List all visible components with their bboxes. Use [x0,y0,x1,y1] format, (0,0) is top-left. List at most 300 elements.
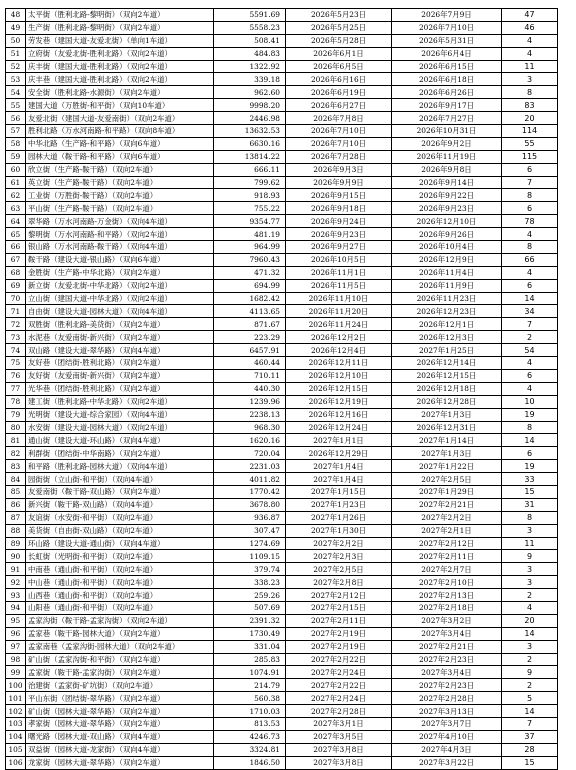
area-cell: 508.41 [214,34,286,47]
row-number-cell: 102 [6,705,26,718]
area-cell: 2231.03 [214,460,286,473]
area-cell: 1239.96 [214,395,286,408]
end-date-cell: 2026年6月26日 [392,86,502,99]
road-section-cell: 治建街（孟家街-矿坑街）（双向2车道） [26,679,214,692]
start-date-cell: 2027年1月4日 [286,473,392,486]
end-date-cell: 2026年7月9日 [392,9,502,22]
road-section-cell: 和平路（胜利北路-园林大道）（双向4车道） [26,460,214,473]
duration-days-cell: 4 [502,34,558,47]
table-row [6,150,558,163]
area-cell: 694.99 [214,279,286,292]
start-date-cell: 2026年12月10日 [286,369,392,382]
road-section-cell: 鞍干路（建设大道-银山路）（双向6车道） [26,253,214,266]
table-row [6,666,558,679]
area-cell: 223.29 [214,331,286,344]
start-date-cell: 2027年1月30日 [286,524,392,537]
start-date-cell: 2027年2月15日 [286,601,392,614]
road-section-cell: 中山巷（通山街-和平街）（双向2车道） [26,576,214,589]
end-date-cell: 2026年11月4日 [392,266,502,279]
duration-days-cell: 3 [502,640,558,653]
table-row [6,266,558,279]
area-cell: 1682.42 [214,292,286,305]
area-cell: 1846.50 [214,756,286,769]
start-date-cell: 2026年5月28日 [286,34,392,47]
road-section-cell: 友爱南街（鞍干路-双山路）（双向2车道） [26,485,214,498]
road-section-cell: 矿山街（园林大道-翠华路）（双向2车道） [26,705,214,718]
table-row [6,576,558,589]
duration-days-cell: 4 [502,601,558,614]
row-number-cell: 61 [6,176,26,189]
start-date-cell: 2027年2月3日 [286,550,392,563]
row-number-cell: 84 [6,473,26,486]
row-number-cell: 99 [6,666,26,679]
road-section-cell: 翠华路（万水河南路-万金街）（双向4车道） [26,215,214,228]
row-number-cell: 97 [6,640,26,653]
end-date-cell: 2026年12月28日 [392,395,502,408]
road-section-cell: 双山路（建设大道-翠华路）（双向4车道） [26,344,214,357]
table-row [6,537,558,550]
start-date-cell: 2027年1月23日 [286,498,392,511]
table-row [6,705,558,718]
road-section-cell: 友好街（友爱南街-新兴街）（双向2车道） [26,369,214,382]
road-section-cell: 中南巷（通山街-和平街）（双向2车道） [26,563,214,576]
end-date-cell: 2027年1月22日 [392,460,502,473]
start-date-cell: 2027年2月24日 [286,666,392,679]
road-section-cell: 银山路（万水河南路-鞍干路）（双向4车道） [26,241,214,254]
area-cell: 484.83 [214,47,286,60]
end-date-cell: 2026年10月31日 [392,125,502,138]
row-number-cell: 67 [6,253,26,266]
duration-days-cell: 2 [502,589,558,602]
duration-days-cell: 46 [502,21,558,34]
start-date-cell: 2026年5月23日 [286,9,392,22]
end-date-cell: 2026年12月14日 [392,357,502,370]
start-date-cell: 2026年10月5日 [286,253,392,266]
road-section-cell: 龙家街（园林大道-翠华路）（双向2车道） [26,756,214,769]
area-cell: 560.38 [214,692,286,705]
duration-days-cell: 11 [502,60,558,73]
table-row [6,421,558,434]
row-number-cell: 86 [6,498,26,511]
duration-days-cell: 3 [502,576,558,589]
table-row [6,137,558,150]
duration-days-cell: 28 [502,743,558,756]
area-cell: 1322.92 [214,60,286,73]
road-section-cell: 友好巷（团结街-胜利北路）（双向2车道） [26,357,214,370]
start-date-cell: 2026年11月24日 [286,318,392,331]
duration-days-cell: 2 [502,653,558,666]
table-row [6,627,558,640]
end-date-cell: 2027年2月1日 [392,524,502,537]
table-row [6,601,558,614]
area-cell: 871.67 [214,318,286,331]
end-date-cell: 2026年12月23日 [392,305,502,318]
row-number-cell: 53 [6,73,26,86]
duration-days-cell: 4 [502,382,558,395]
row-number-cell: 70 [6,292,26,305]
table-row [6,34,558,47]
start-date-cell: 2026年6月27日 [286,99,392,112]
road-section-cell: 劳发巷（建国大道-友爱北街）（单向1车道） [26,34,214,47]
area-cell: 2391.32 [214,614,286,627]
row-number-cell: 74 [6,344,26,357]
area-cell: 4113.65 [214,305,286,318]
table-row [6,524,558,537]
end-date-cell: 2026年11月23日 [392,292,502,305]
row-number-cell: 98 [6,653,26,666]
duration-days-cell: 6 [502,369,558,382]
table-row [6,589,558,602]
table-row [6,125,558,138]
duration-days-cell: 55 [502,137,558,150]
road-section-cell: 胜利北路（万水河南路-和平路）（双向8车道） [26,125,214,138]
row-number-cell: 58 [6,137,26,150]
road-section-cell: 孟家南巷（孟家沟街-园林大道）（双向2车道） [26,640,214,653]
row-number-cell: 93 [6,589,26,602]
area-cell: 471.32 [214,266,286,279]
duration-days-cell: 6 [502,202,558,215]
schedule-table [5,8,558,770]
row-number-cell: 96 [6,627,26,640]
road-section-cell: 山西巷（通山街-和平街）（双向2车道） [26,589,214,602]
end-date-cell: 2026年12月3日 [392,331,502,344]
table-row [6,344,558,357]
start-date-cell: 2026年12月11日 [286,357,392,370]
start-date-cell: 2027年3月5日 [286,730,392,743]
duration-days-cell: 15 [502,756,558,769]
end-date-cell: 2026年11月9日 [392,279,502,292]
row-number-cell: 51 [6,47,26,60]
start-date-cell: 2026年9月27日 [286,241,392,254]
road-section-cell: 园街街（立山街-和平街）（双向4车道） [26,473,214,486]
road-section-cell: 庆丰巷（建国大道-胜利北路）（双向2车道） [26,73,214,86]
end-date-cell: 2026年12月15日 [392,369,502,382]
start-date-cell: 2027年1月26日 [286,511,392,524]
road-section-cell: 环山路（建设大道-通山街）（双向4车道） [26,537,214,550]
row-number-cell: 90 [6,550,26,563]
table-row [6,253,558,266]
row-number-cell: 68 [6,266,26,279]
row-number-cell: 63 [6,202,26,215]
start-date-cell: 2026年12月24日 [286,421,392,434]
row-number-cell: 54 [6,86,26,99]
end-date-cell: 2027年2月2日 [392,511,502,524]
duration-days-cell: 4 [502,47,558,60]
end-date-cell: 2026年9月14日 [392,176,502,189]
area-cell: 4011.82 [214,473,286,486]
schedule-table-body [6,9,558,770]
start-date-cell: 2027年2月28日 [286,705,392,718]
end-date-cell: 2026年9月17日 [392,99,502,112]
table-row [6,447,558,460]
table-row [6,369,558,382]
road-section-cell: 工业街（万胜街-鞍干路）（双向2车道） [26,189,214,202]
table-row [6,563,558,576]
start-date-cell: 2026年12月15日 [286,382,392,395]
table-row [6,215,558,228]
row-number-cell: 56 [6,112,26,125]
area-cell: 799.62 [214,176,286,189]
area-cell: 507.69 [214,601,286,614]
end-date-cell: 2027年2月7日 [392,563,502,576]
area-cell: 6630.16 [214,137,286,150]
row-number-cell: 76 [6,369,26,382]
area-cell: 460.44 [214,357,286,370]
row-number-cell: 48 [6,9,26,22]
duration-days-cell: 47 [502,9,558,22]
row-number-cell: 101 [6,692,26,705]
row-number-cell: 49 [6,21,26,34]
table-row [6,653,558,666]
duration-days-cell: 4 [502,228,558,241]
area-cell: 307.47 [214,524,286,537]
duration-days-cell: 83 [502,99,558,112]
end-date-cell: 2026年12月31日 [392,421,502,434]
start-date-cell: 2027年3月8日 [286,756,392,769]
area-cell: 1710.03 [214,705,286,718]
row-number-cell: 100 [6,679,26,692]
start-date-cell: 2026年12月4日 [286,344,392,357]
duration-days-cell: 37 [502,730,558,743]
duration-days-cell: 7 [502,717,558,730]
end-date-cell: 2027年2月28日 [392,692,502,705]
table-row [6,99,558,112]
area-cell: 936.87 [214,511,286,524]
table-row [6,163,558,176]
area-cell: 720.04 [214,447,286,460]
table-row [6,614,558,627]
table-row [6,692,558,705]
end-date-cell: 2027年2月21日 [392,640,502,653]
end-date-cell: 2027年1月14日 [392,434,502,447]
duration-days-cell: 3 [502,563,558,576]
end-date-cell: 2026年10月4日 [392,241,502,254]
row-number-cell: 62 [6,189,26,202]
area-cell: 379.74 [214,563,286,576]
area-cell: 968.30 [214,421,286,434]
duration-days-cell: 11 [502,537,558,550]
start-date-cell: 2026年9月9日 [286,176,392,189]
start-date-cell: 2026年7月28日 [286,150,392,163]
area-cell: 9998.20 [214,99,286,112]
end-date-cell: 2026年9月2日 [392,137,502,150]
road-section-cell: 孟家街（鞍干路-孟家沟街）（双向2车道） [26,666,214,679]
road-section-cell: 长虹街（光明街-和平街）（双向2车道） [26,550,214,563]
road-section-cell: 双益街（园林大道-龙家街）（双向4车道） [26,743,214,756]
table-row [6,73,558,86]
duration-days-cell: 7 [502,318,558,331]
road-section-cell: 金胜街（生产路-中华北路）（双向2车道） [26,266,214,279]
road-section-cell: 生产街（胜利北路-黎明街）（双向2车道） [26,21,214,34]
area-cell: 2446.98 [214,112,286,125]
duration-days-cell: 2 [502,331,558,344]
table-row [6,679,558,692]
end-date-cell: 2027年3月7日 [392,717,502,730]
duration-days-cell: 10 [502,395,558,408]
road-section-cell: 自由街（建设大道-园林大道）（双向4车道） [26,305,214,318]
start-date-cell: 2026年9月15日 [286,189,392,202]
duration-days-cell: 14 [502,434,558,447]
table-row [6,318,558,331]
row-number-cell: 65 [6,228,26,241]
area-cell: 1109.15 [214,550,286,563]
area-cell: 755.22 [214,202,286,215]
duration-days-cell: 19 [502,460,558,473]
table-row [6,550,558,563]
road-section-cell: 孟家沟街（鞍干路-孟家沟街）（双向2车道） [26,614,214,627]
end-date-cell: 2027年3月4日 [392,666,502,679]
row-number-cell: 72 [6,318,26,331]
duration-days-cell: 3 [502,73,558,86]
row-number-cell: 94 [6,601,26,614]
road-section-cell: 孟家巷（鞍干路-园林大道）（双向2车道） [26,627,214,640]
table-row [6,47,558,60]
duration-days-cell: 20 [502,614,558,627]
table-row [6,498,558,511]
area-cell: 964.99 [214,241,286,254]
end-date-cell: 2027年2月18日 [392,601,502,614]
table-row [6,305,558,318]
start-date-cell: 2027年2月5日 [286,563,392,576]
area-cell: 339.18 [214,73,286,86]
area-cell: 338.23 [214,576,286,589]
end-date-cell: 2026年9月23日 [392,202,502,215]
road-section-cell: 太平街（胜利北路-黎明街）（双向2车道） [26,9,214,22]
duration-days-cell: 14 [502,705,558,718]
duration-days-cell: 114 [502,125,558,138]
area-cell: 1770.42 [214,485,286,498]
end-date-cell: 2026年12月9日 [392,253,502,266]
end-date-cell: 2026年9月26日 [392,228,502,241]
area-cell: 440.30 [214,382,286,395]
start-date-cell: 2026年12月16日 [286,408,392,421]
table-row [6,331,558,344]
table-row [6,9,558,22]
end-date-cell: 2026年12月1日 [392,318,502,331]
row-number-cell: 106 [6,756,26,769]
area-cell: 285.83 [214,653,286,666]
duration-days-cell: 66 [502,253,558,266]
table-row [6,292,558,305]
row-number-cell: 81 [6,434,26,447]
row-number-cell: 77 [6,382,26,395]
road-section-cell: 孝家街（园林大道-翠华路）（双向2车道） [26,717,214,730]
table-row [6,279,558,292]
table-row [6,202,558,215]
end-date-cell: 2027年2月10日 [392,576,502,589]
start-date-cell: 2026年12月29日 [286,447,392,460]
end-date-cell: 2026年7月10日 [392,21,502,34]
area-cell: 813.53 [214,717,286,730]
row-number-cell: 95 [6,614,26,627]
table-row [6,717,558,730]
end-date-cell: 2027年2月23日 [392,653,502,666]
road-section-cell: 友谊街（水安街-和平街）（双向2车道） [26,511,214,524]
start-date-cell: 2026年5月25日 [286,21,392,34]
table-row [6,228,558,241]
row-number-cell: 69 [6,279,26,292]
start-date-cell: 2026年6月19日 [286,86,392,99]
duration-days-cell: 7 [502,176,558,189]
road-section-cell: 新兴街（鞍干路-双山路）（双向4车道） [26,498,214,511]
table-row [6,189,558,202]
table-row [6,756,558,769]
area-cell: 666.11 [214,163,286,176]
duration-days-cell: 2 [502,679,558,692]
row-number-cell: 91 [6,563,26,576]
road-section-cell: 安全街（胜利北路-水源街）（双向2车道） [26,86,214,99]
start-date-cell: 2026年9月18日 [286,202,392,215]
start-date-cell: 2027年2月22日 [286,653,392,666]
duration-days-cell: 8 [502,189,558,202]
road-section-cell: 园林大道（鞍干路-和平路）（双向6车道） [26,150,214,163]
duration-days-cell: 34 [502,305,558,318]
row-number-cell: 103 [6,717,26,730]
duration-days-cell: 31 [502,498,558,511]
row-number-cell: 60 [6,163,26,176]
road-section-cell: 欣立街（生产路-鞍干路）（双向2车道） [26,163,214,176]
end-date-cell: 2026年6月15日 [392,60,502,73]
start-date-cell: 2027年2月19日 [286,627,392,640]
road-section-cell: 中华北路（生产路-和平路）（双向6车道） [26,137,214,150]
road-section-cell: 立府街（友爱北街-胜利北路）（双向2车道） [26,47,214,60]
road-section-cell: 水泥巷（友爱南街-新兴街）（双向2车道） [26,331,214,344]
start-date-cell: 2027年2月22日 [286,679,392,692]
end-date-cell: 2026年6月4日 [392,47,502,60]
area-cell: 3324.81 [214,743,286,756]
start-date-cell: 2027年2月11日 [286,614,392,627]
row-number-cell: 88 [6,524,26,537]
end-date-cell: 2027年3月13日 [392,705,502,718]
table-row [6,357,558,370]
duration-days-cell: 4 [502,266,558,279]
end-date-cell: 2027年2月12日 [392,537,502,550]
area-cell: 1274.69 [214,537,286,550]
road-section-cell: 建工街（胜利北路-中华北路）（双向2车道） [26,395,214,408]
row-number-cell: 85 [6,485,26,498]
area-cell: 2238.13 [214,408,286,421]
start-date-cell: 2027年2月24日 [286,692,392,705]
end-date-cell: 2027年1月29日 [392,485,502,498]
row-number-cell: 57 [6,125,26,138]
road-section-cell: 平山街（生产路-鞍干路）（双向2车道） [26,202,214,215]
area-cell: 214.79 [214,679,286,692]
duration-days-cell: 9 [502,550,558,563]
area-cell: 5591.69 [214,9,286,22]
row-number-cell: 92 [6,576,26,589]
road-section-cell: 黎明街（万水河南路-和平路）（双向2车道） [26,228,214,241]
start-date-cell: 2027年2月19日 [286,640,392,653]
road-section-cell: 双胜街（胜利北路-美货街）（双向2车道） [26,318,214,331]
area-cell: 13632.53 [214,125,286,138]
table-row [6,408,558,421]
road-section-cell: 通山街（建设大道-环山路）（双向4车道） [26,434,214,447]
row-number-cell: 105 [6,743,26,756]
end-date-cell: 2027年3月2日 [392,614,502,627]
road-section-cell: 立山街（建国大道-中华北路）（双向2车道） [26,292,214,305]
start-date-cell: 2027年2月2日 [286,537,392,550]
end-date-cell: 2026年11月19日 [392,150,502,163]
start-date-cell: 2027年1月1日 [286,434,392,447]
area-cell: 13814.22 [214,150,286,163]
end-date-cell: 2027年2月23日 [392,679,502,692]
start-date-cell: 2026年11月1日 [286,266,392,279]
road-section-cell: 庆丰街（建国大道-胜利北路）（双向2车道） [26,60,214,73]
row-number-cell: 87 [6,511,26,524]
duration-days-cell: 6 [502,163,558,176]
duration-days-cell: 5 [502,692,558,705]
duration-days-cell: 14 [502,292,558,305]
